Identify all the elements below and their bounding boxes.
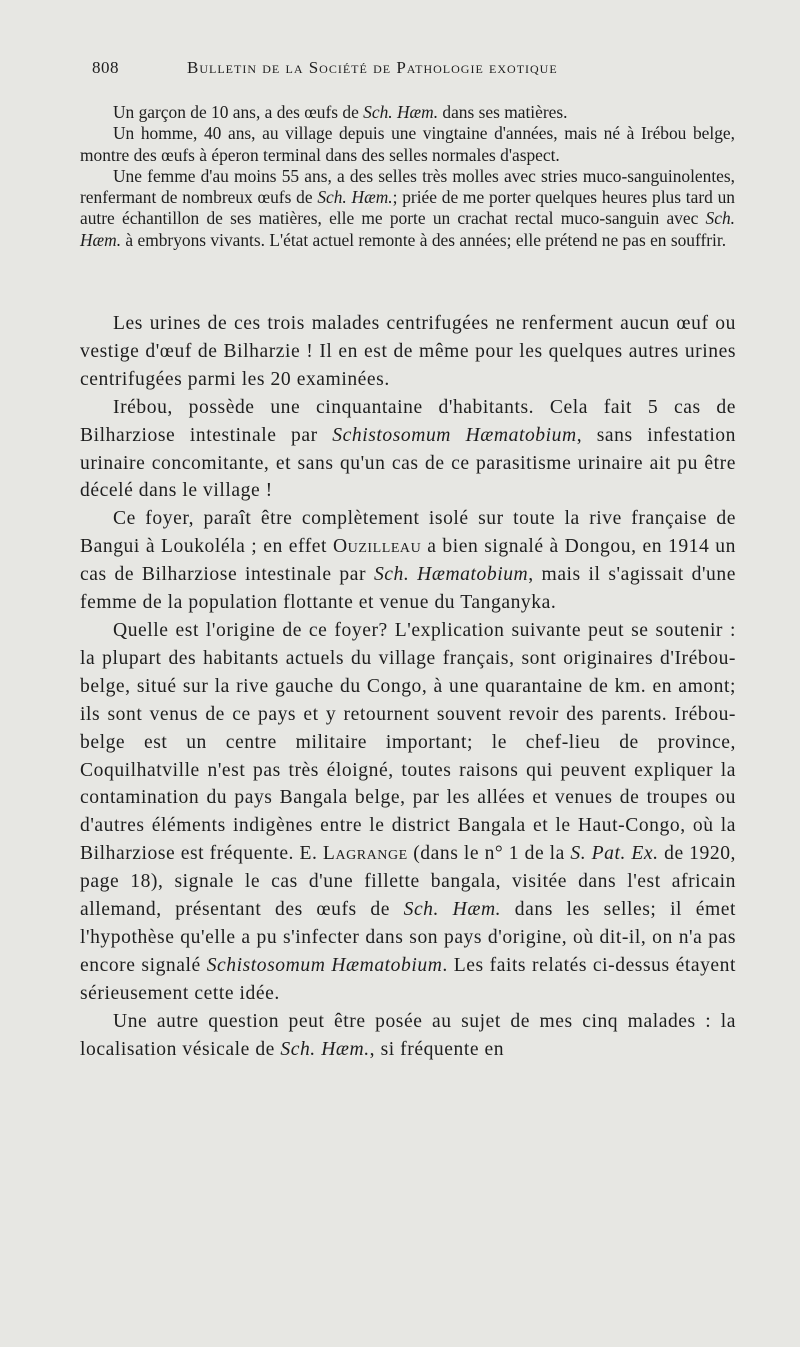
- main-text: [80, 310, 736, 1063]
- case-report-woman: Une femme d'au moins 55 ans, a des selles très molles avec stries muco-sanguinolentes, renfermant de nombreux œufs de Sch. Hæm.; priée de me porter quelques heures plus tard un autre échantillon de ses matières, elle me porte un crachat rectal muco-sanguin avec Sch. Hæm. à embryons vivants. L'état actuel remonte à des années; elle prétend ne pas en souffrir.: [80, 165, 735, 250]
- paragraph-urines: Les urines de ces trois malades centrifugées ne renferment aucun œuf ou vestige d'œuf de Bilharzie ! Il en est de même pour les quelques autres urines centrifugées parmi les 20 examinées.: [80, 313, 736, 390]
- case-reports: [80, 102, 735, 251]
- paragraph-question: Une autre question peut être posée au sujet de mes cinq malades : la localisation vésicale de Sch. Hæm., si fréquente en: [80, 1010, 736, 1060]
- paragraph-irebou: Irébou, possède une cinquantaine d'habitants. Cela fait 5 cas de Bilharziose intestinale par Schistosomum Hæmatobium, sans infestation urinaire concomitante, et sans qu'un cas de ce parasitisme urinaire ait pu être décelé dans le village !: [80, 396, 737, 502]
- paragraph-foyer: Ce foyer, paraît être complètement isolé sur toute la rive française de Bangui à Loukoléla ; en effet Ouzilleau a bien signalé à Dongou, en 1914 un cas de Bilharziose intestinale par Sch. Hæmatobium, mais il s'agissait d'une femme de la population flottante et venue du Tanganyka.: [80, 508, 736, 614]
- page-number: 808: [92, 58, 119, 77]
- journal-title: Bulletin de la Société de Pathologie exotique: [187, 58, 558, 77]
- case-report-man: Un homme, 40 ans, au village depuis une vingtaine d'années, mais né à Irébou belge, montre des œufs à éperon terminal dans des selles normales d'aspect.: [80, 123, 735, 165]
- case-report-boy: Un garçon de 10 ans, a des œufs de Sch. Hæm. dans ses matières.: [113, 102, 568, 122]
- paragraph-origine: Quelle est l'origine de ce foyer? L'explication suivante peut se soutenir : la plupart des habitants actuels du village français, sont originaires d'Irébou-belge, situé sur la rive gauche du Congo, à une quarantaine de km. en amont; ils sont venus de ce pays et y retournent souvent revoir des parents. Irébou-belge est un centre militaire important; le chef-lieu de province, Coquilhatville n'est pas très éloigné, toutes raisons qui peuvent expliquer la contamination du pays Bangala belge, par les allées et venues de troupes ou d'autres éléments indigènes entre le district Bangala et le Haut-Congo, où la Bilharziose est fréquente. E. Lagrange (dans le n° 1 de la S. Pat. Ex. de 1920, page 18), signale le cas d'une fillette bangala, visitée dans l'est africain allemand, présentant des œufs de Sch. Hæm. dans les selles; il émet l'hypothèse qu'elle a pu s'infecter dans son pays d'origine, où dit-il, on n'a pas encore signalé Schistosomum Hæmatobium. Les faits relatés ci-dessus étayent sérieusement cette idée.: [80, 619, 737, 1004]
